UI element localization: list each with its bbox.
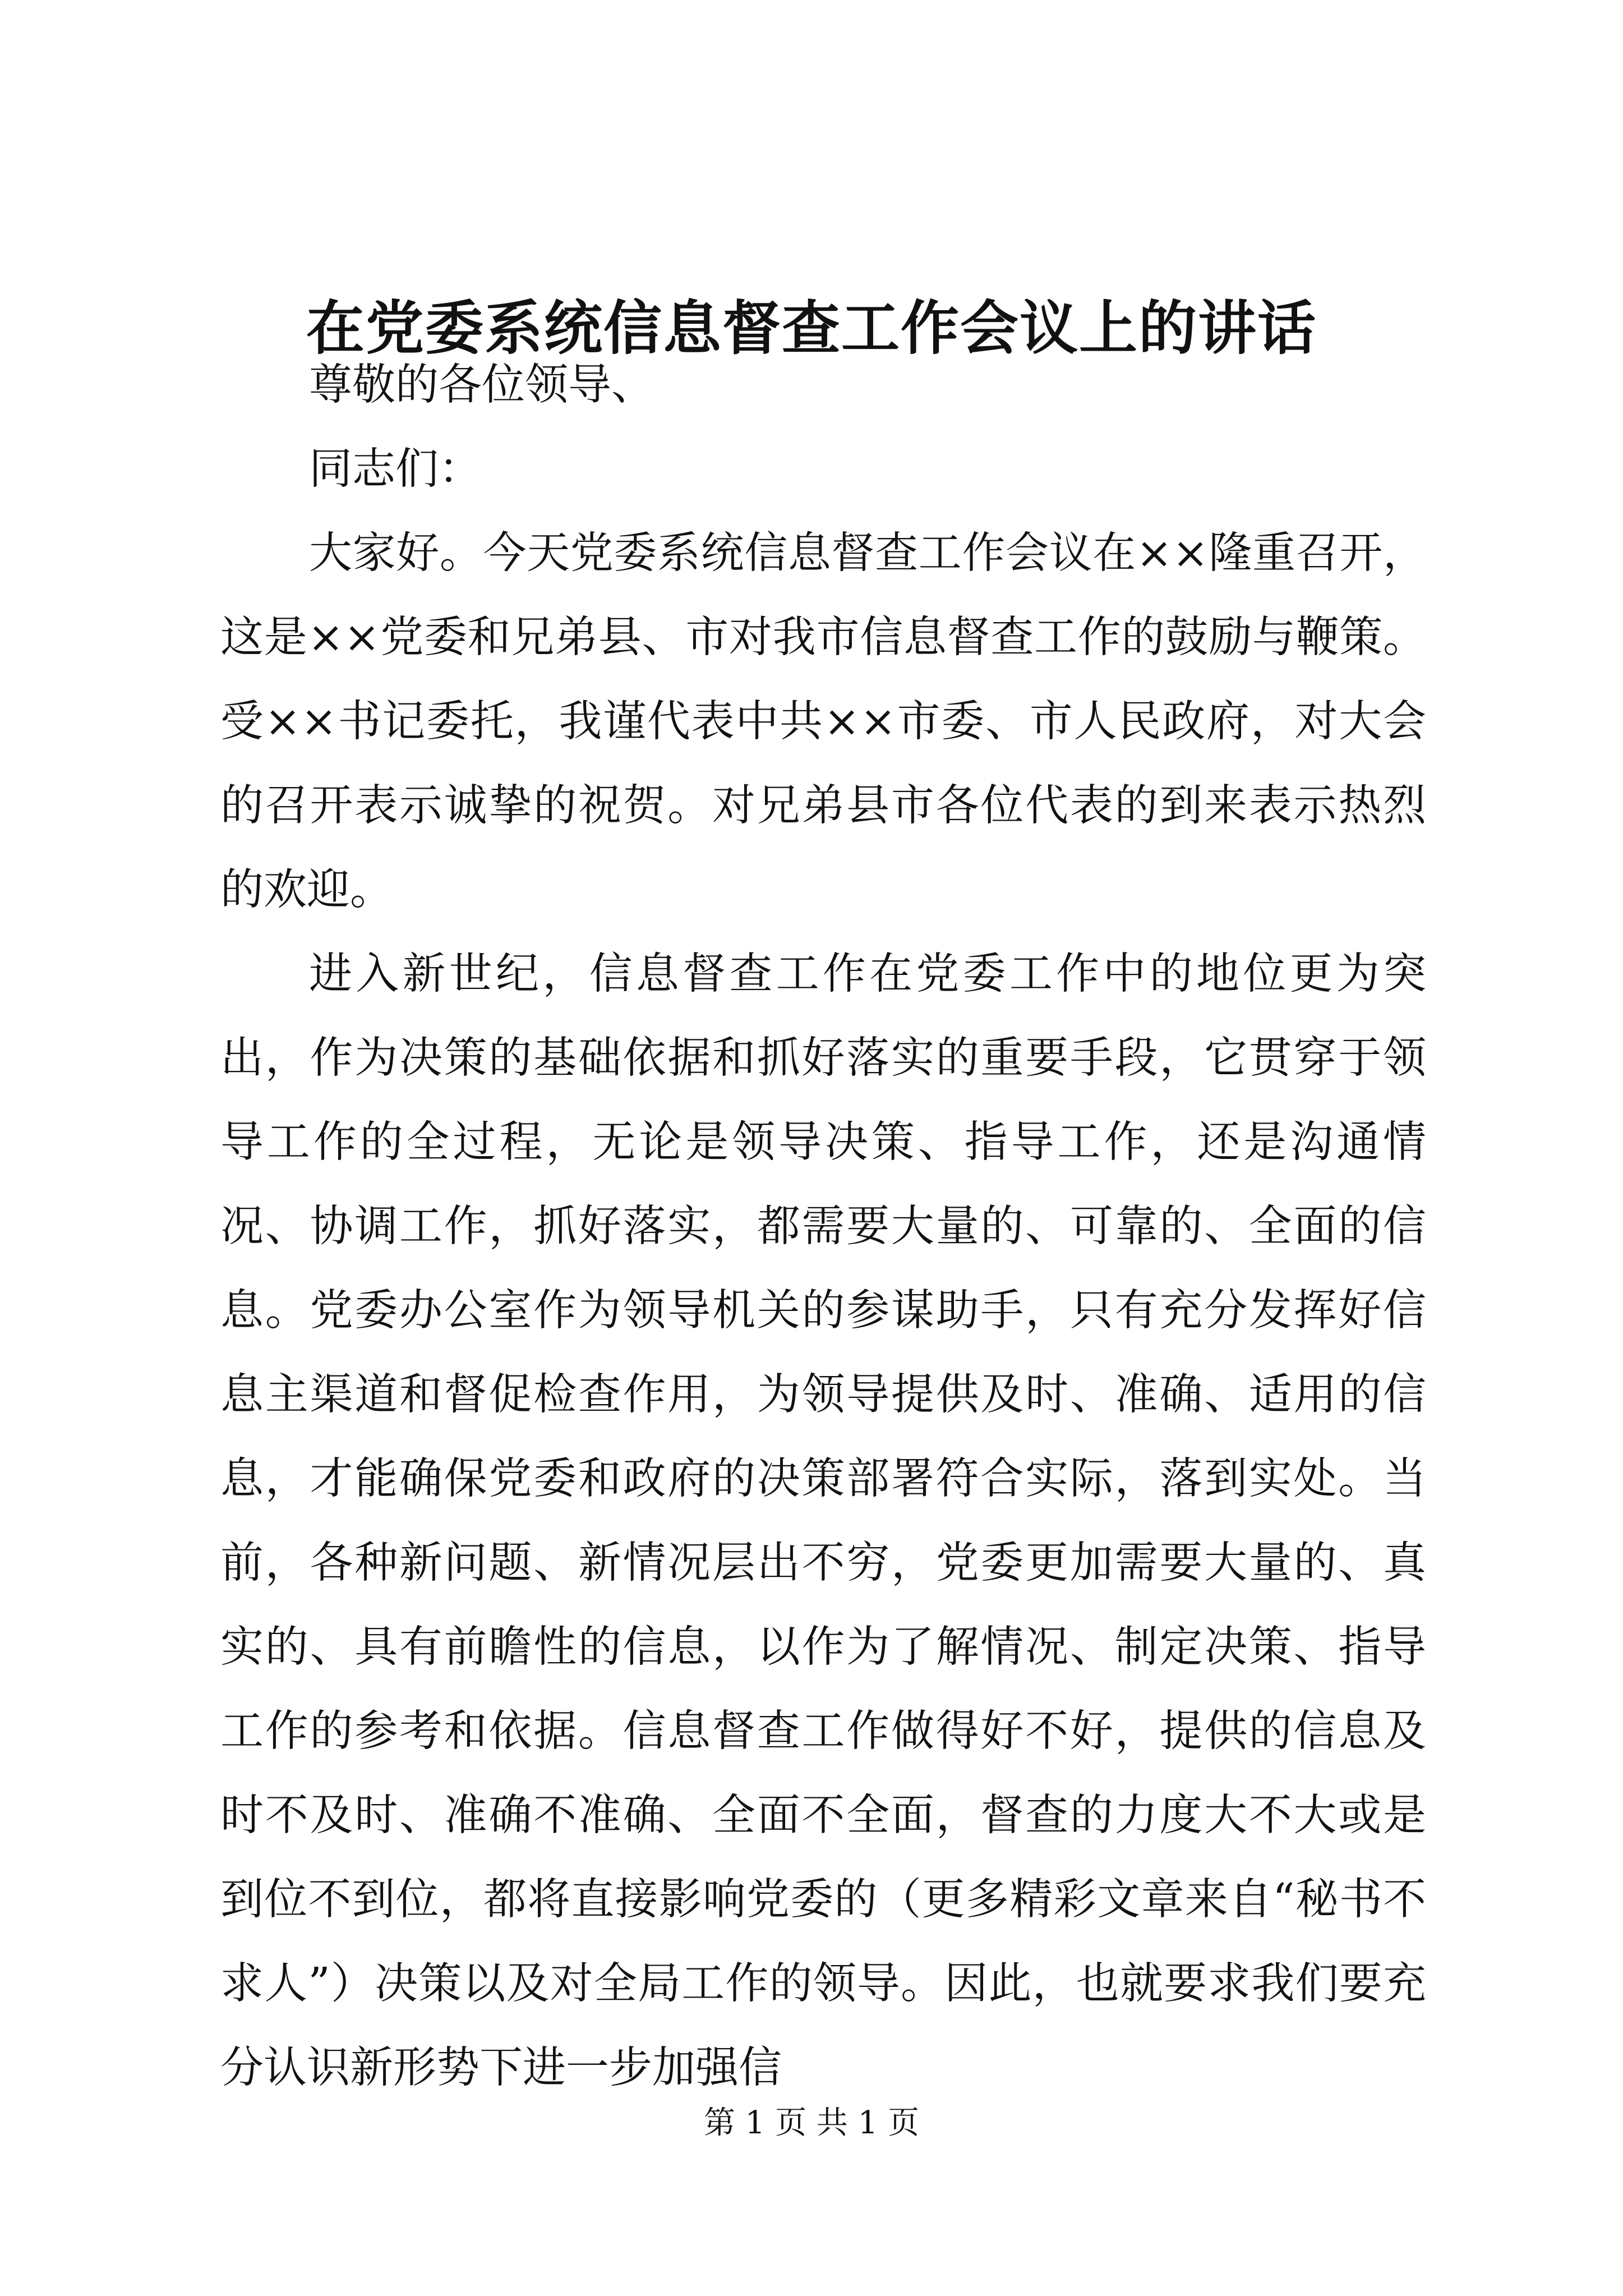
salutation-leaders: 尊敬的各位领导、 xyxy=(309,360,654,410)
paragraph-welcome: 大家好。今天党委系统信息督查工作会议在××隆重召开，这是××党委和兄弟县、市对我市信息督查工作的鼓励与鞭策。受××书记委托，我谨代表中共××市委、市人民政府，对大会的召开表示诚挚的祝贺。对兄弟县市各位代表的到来表示热烈的欢迎。 xyxy=(220,528,1426,915)
salutation-comrades: 同志们： xyxy=(309,444,482,494)
page-footer: 第 1 页 共 1 页 xyxy=(703,2105,920,2141)
document-body xyxy=(220,343,1426,2110)
paragraph-importance: 进入新世纪，信息督查工作在党委工作中的地位更为突出，作为决策的基础依据和抓好落实的重要手段，它贯穿于领导工作的全过程，无论是领导决策、指导工作，还是沟通情况、协调工作，抓好落实，都需要大量的、可靠的、全面的信息。党委办公室作为领导机关的参谋助手，只有充分发挥好信息主渠道和督促检查作用，为领导提供及时、准确、适用的信息，才能确保党委和政府的决策部署符合实际，落到实处。当前，各种新问题、新情况层出不穷，党委更加需要大量的、真实的、具有前瞻性的信息，以作为了解情况、制定决策、指导工作的参考和依据。信息督查工作做得好不好，提供的信息及时不及时、准确不准确、全面不全面，督查的力度大不大或是到位不到位，都将直接影响党委的（更多精彩文章来自“秘书不求人”）决策以及对全局工作的领导。因此，也就要求我们要充分认识新形势下进一步加强信 xyxy=(220,949,1426,2093)
document-title: 在党委系统信息督查工作会议上的讲话 xyxy=(306,293,1317,362)
